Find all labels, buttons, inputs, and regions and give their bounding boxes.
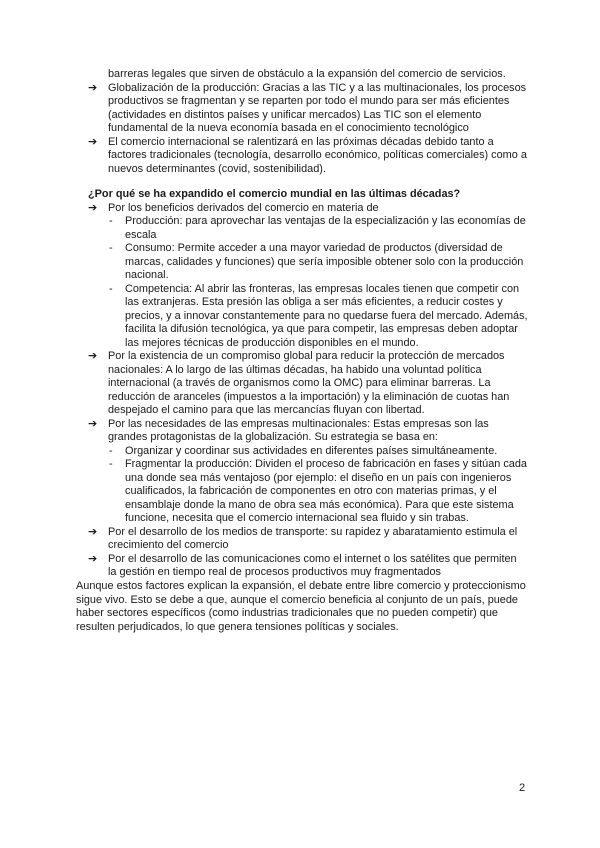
list-item: - Competencia: Al abrir las fronteras, las empresas locales tienen que competir con las extranjeras. Esta presión las obliga a ser más eficientes, a reducir costes y precios, y a innovar constantemente para no quedarse fuera del mercado. Además, facilita la difusión tecnológica, ya que para competir, las empresas deben adoptar las mejores técnicas de producción disponibles en el mundo. — [109, 282, 528, 349]
bullet-text: Por la existencia de un compromiso global para reducir la protección de mercados nacionales: A lo largo de las últimas décadas, ha habido una voluntad política internacional (a través de organismos como la OMC) para eliminar barreras. La reducción de aranceles (impuestos a la importación) y la eliminación de cuotas han despejado el camino para que las mercancías fluyan con libertad. — [108, 350, 510, 416]
dash-marker: - — [109, 282, 113, 295]
arrow-bullet-icon: ➔ — [88, 552, 98, 565]
arrow-bullet-icon: ➔ — [88, 417, 98, 430]
section-heading: ¿Por qué se ha expandido el comercio mundial en las últimas décadas? — [88, 188, 461, 200]
dash-marker: - — [109, 242, 113, 254]
list-item: - Consumo: Permite acceder a una mayor variedad de productos (diversidad de marcas, calidades y funciones) que sería imposible obtener solo con la producción nacional. — [109, 242, 524, 281]
page-number: 2 — [519, 782, 526, 794]
multinationals-sublist — [88, 445, 528, 526]
intro-continuation: barreras legales que sirven de obstáculo a la expansión del comercio de servicios. — [108, 68, 506, 80]
arrow-bullet-icon: ➔ — [88, 135, 98, 148]
arrow-bullet-icon: ➔ — [88, 81, 98, 94]
page-content — [88, 68, 528, 580]
bullet-commitment — [88, 350, 528, 418]
dash-marker: - — [109, 458, 113, 470]
bullet-benefits — [88, 202, 528, 216]
benefits-sublist — [88, 215, 528, 350]
bullet-text: Globalización de la producción: Gracias a las TIC y a las multinacionales, los procesos productivos se fragmentan y se reparten por todo el mundo para ser más eficientes (actividades en distintos países y unificar mercados) Las TIC son el elemento fundamental de la nueva economía basada en el conocimiento tecnológico — [108, 81, 527, 134]
closing-paragraph: Aunque estos factores explican la expansión, el debate entre libre comercio y proteccionismo sigue vivo. Esto se debe a que, aunque el comercio beneficia al conjunto de un país, puede haber sectores específicos (como industrias tradicionales que no pueden competir) que resulten perjudicados, lo que genera tensiones políticas y sociales. — [76, 580, 526, 633]
arrow-bullet-icon: ➔ — [88, 350, 98, 362]
bullet-text: Por las necesidades de las empresas multinacionales: Estas empresas son las grandes protagonistas de la globalización. Su estrategia se basa en: — [108, 417, 489, 443]
arrow-bullet-icon: ➔ — [88, 201, 98, 214]
list-item: - Producción: para aprovechar las ventajas de la especialización y las economías de escala — [109, 215, 526, 241]
arrow-bullet-icon: ➔ — [88, 525, 98, 538]
dash-marker: - — [109, 444, 113, 457]
bullet-text: Por el desarrollo de los medios de transporte: su rapidez y abaratamiento estimula el crecimiento del comercio — [108, 525, 518, 551]
bullet-text: Por el desarrollo de las comunicaciones como el internet o los satélites que permiten la gestión en tiempo real de procesos productivos muy fragmentados — [108, 552, 517, 578]
bullet-text: Por los beneficios derivados del comercio en materia de — [108, 201, 379, 214]
bullet-multinationals — [88, 418, 528, 445]
bullet-text: El comercio internacional se ralentizará en las próximas décadas debido tanto a factores tradicionales (tecnología, desarrollo económico, políticas comerciales) como a nuevos determinantes (covid, sostenibilidad). — [108, 135, 527, 175]
list-item: - Fragmentar la producción: Dividen el proceso de fabricación en fases y sitúan cada una donde sea más ventajoso (por ejemplo: el diseño en un país con ingenieros cualificados, la fabricación de componentes en otro con materias primas, y el ensamblaje donde la mano de obra sea más económica). Para que este sistema funcione, necesita que el comercio internacional sea fluido y sin trabas. — [109, 458, 527, 524]
bullet-transport — [88, 526, 528, 553]
list-item: - Organizar y coordinar sus actividades en diferentes países simultáneamente. — [109, 444, 498, 457]
bullet-communications — [88, 553, 528, 580]
bullet-globalization — [88, 82, 528, 136]
dash-marker: - — [109, 215, 113, 227]
bullet-slowdown — [88, 136, 528, 177]
